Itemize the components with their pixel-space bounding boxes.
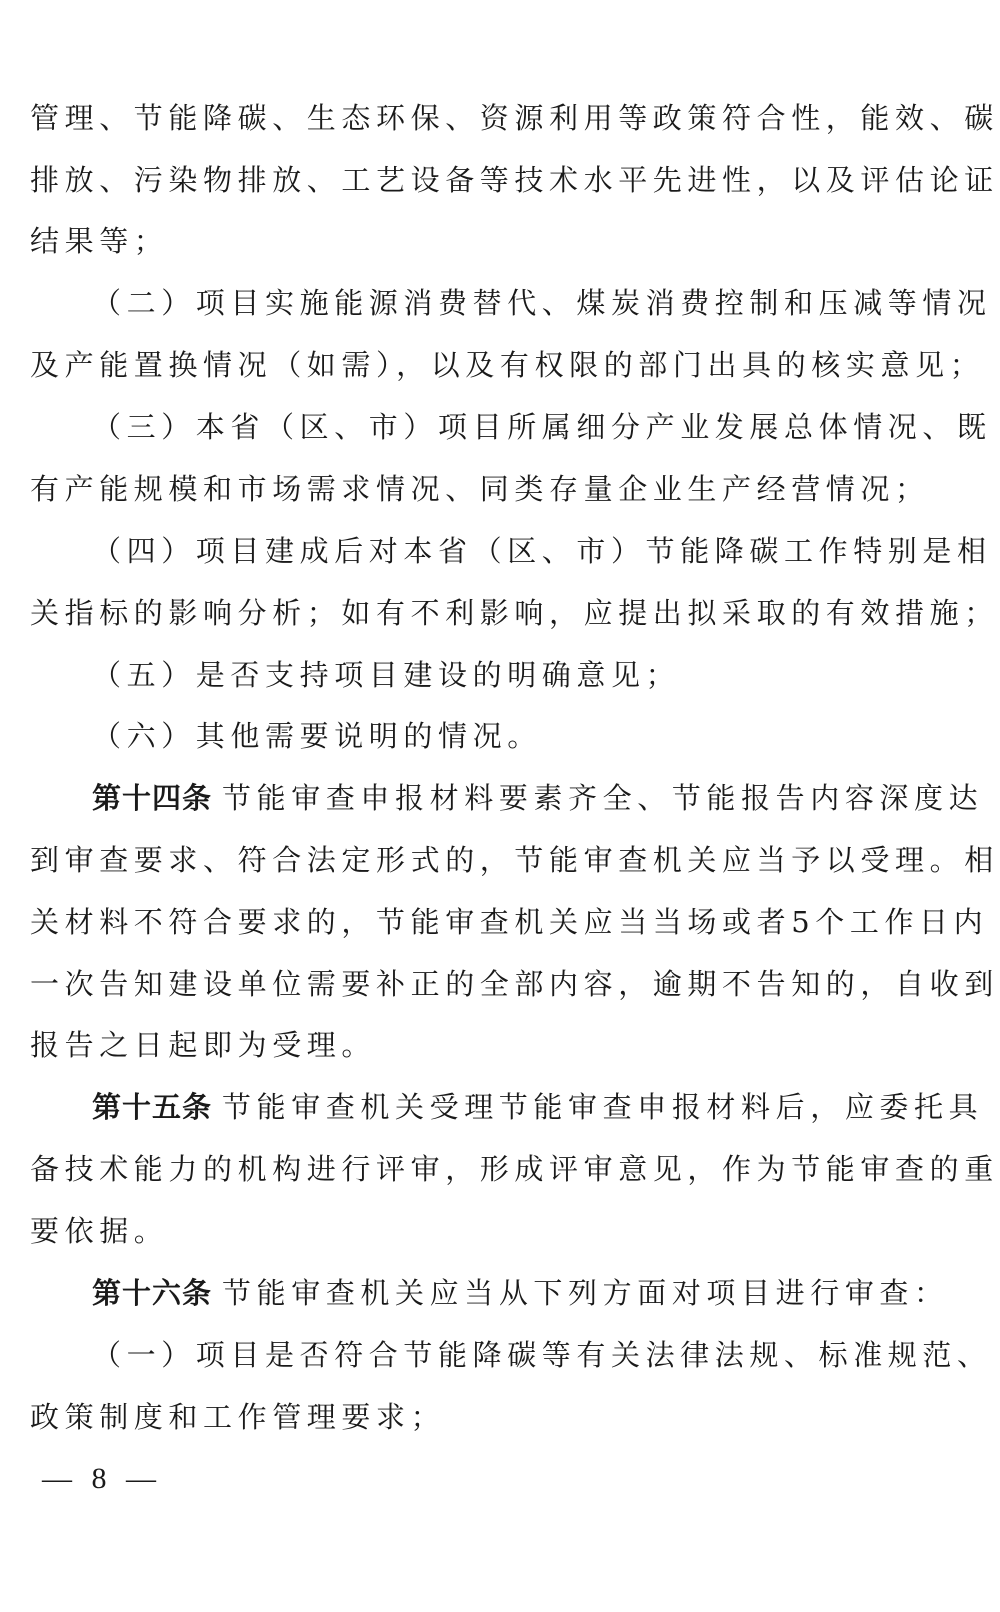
list-item-3-line: 有产能规模和市场需求情况、同类存量企业生产经营情况； (30, 472, 930, 506)
article-15-heading: 第十五条 (92, 1090, 213, 1124)
list-item-4-line: 关指标的影响分析；如有不利影响，应提出拟采取的有效措施； (30, 596, 999, 630)
text-line: 报告之日起即为受理。 (30, 1028, 377, 1062)
list-item-2-line: （二）项目实施能源消费替代、煤炭消费控制和压减等情况 (92, 286, 992, 320)
list-item-4-line: （四）项目建成后对本省（区、市）节能降碳工作特别是相 (92, 534, 992, 568)
text-line: 排放、污染物排放、工艺设备等技术水平先进性，以及评估论证 (30, 163, 999, 197)
text-line: 一次告知建设单位需要补正的全部内容，逾期不告知的，自收到 (30, 967, 999, 1001)
article-16-item-1-line: （一）项目是否符合节能降碳等有关法律法规、标准规范、 (92, 1338, 992, 1372)
list-item-6-line: （六）其他需要说明的情况。 (92, 719, 542, 753)
article-16-first-line (92, 1273, 970, 1313)
text-line: 管理、节能降碳、生态环保、资源利用等政策符合性，能效、碳 (30, 101, 999, 135)
article-16-heading: 第十六条 (92, 1276, 213, 1310)
text-line: 结果等； (30, 224, 169, 258)
page-number: — 8 — (42, 1462, 162, 1495)
list-item-5-line: （五）是否支持项目建设的明确意见； (92, 658, 681, 692)
list-item-3-line: （三）本省（区、市）项目所属细分产业发展总体情况、既 (92, 410, 992, 444)
article-14-text: 节能审查申报材料要素齐全、节能报告内容深度达 (222, 781, 984, 815)
text-line: 到审查要求、符合法定形式的，节能审查机关应当予以受理。相 (30, 843, 999, 877)
article-16-text: 节能审查机关应当从下列方面对项目进行审查： (222, 1276, 949, 1310)
text-line: 关材料不符合要求的，节能审查机关应当当场或者5个工作日内 (30, 905, 989, 939)
article-15-text: 节能审查机关受理节能审查申报材料后，应委托具 (222, 1090, 984, 1124)
article-14-heading: 第十四条 (92, 781, 213, 815)
text-line: 备技术能力的机构进行评审，形成评审意见，作为节能审查的重 (30, 1152, 999, 1186)
article-14-first-line (92, 778, 984, 818)
article-15-first-line (92, 1087, 984, 1127)
article-16-item-1-line: 政策制度和工作管理要求； (30, 1400, 446, 1434)
text-line: 要依据。 (30, 1214, 169, 1248)
list-item-2-line: 及产能置换情况（如需），以及有权限的部门出具的核实意见； (30, 348, 985, 382)
